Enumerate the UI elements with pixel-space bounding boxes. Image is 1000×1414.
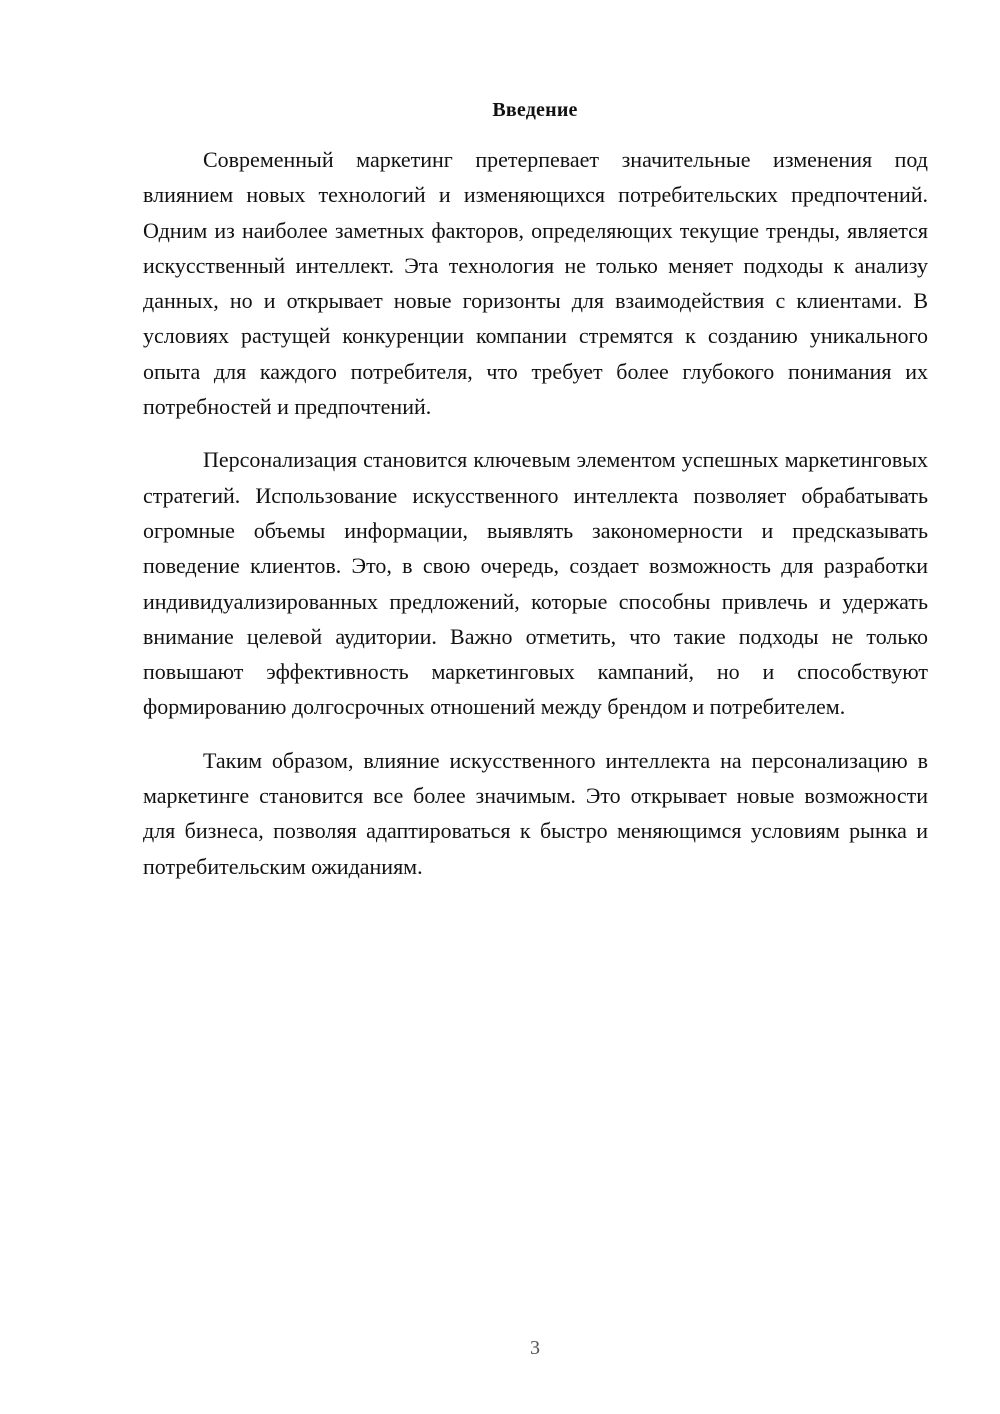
paragraph-2: Персонализация становится ключевым элементом успешных маркетинговых стратегий. Использование искусственного интеллекта позволяет обрабатывать огромные объемы информации, выявлять закономерности и предсказывать поведение клиентов. Это, в свою очередь, создает возможность для разработки индивидуализированных предложений, которые способны привлечь и удержать внимание целевой аудитории. Важно отметить, что такие подходы не только повышают эффективность маркетинговых кампаний, но и способствуют формированию долгосрочных отношений между брендом и потребителем. <box>143 447 928 720</box>
paragraph-1: Современный маркетинг претерпевает значительные изменения под влиянием новых технологий и изменяющихся потребительских предпочтений. Одним из наиболее заметных факторов, определяющих текущие тренды, является искусственный интеллект. Эта технология не только меняет подходы к анализу данных, но и открывает новые горизонты для взаимодействия с клиентами. В условиях растущей конкуренции компании стремятся к созданию уникального опыта для каждого потребителя, что требует более глубокого понимания их потребностей и предпочтений. <box>143 147 928 420</box>
section-heading: Введение <box>492 99 578 121</box>
page-number: 3 <box>530 1337 540 1359</box>
paragraph-3: Таким образом, влияние искусственного интеллекта на персонализацию в маркетинге становится все более значимым. Это открывает новые возможности для бизнеса, позволяя адаптироваться к быстро меняющимся условиям рынка и потребительским ожиданиям. <box>143 747 928 879</box>
body-text <box>143 142 928 902</box>
